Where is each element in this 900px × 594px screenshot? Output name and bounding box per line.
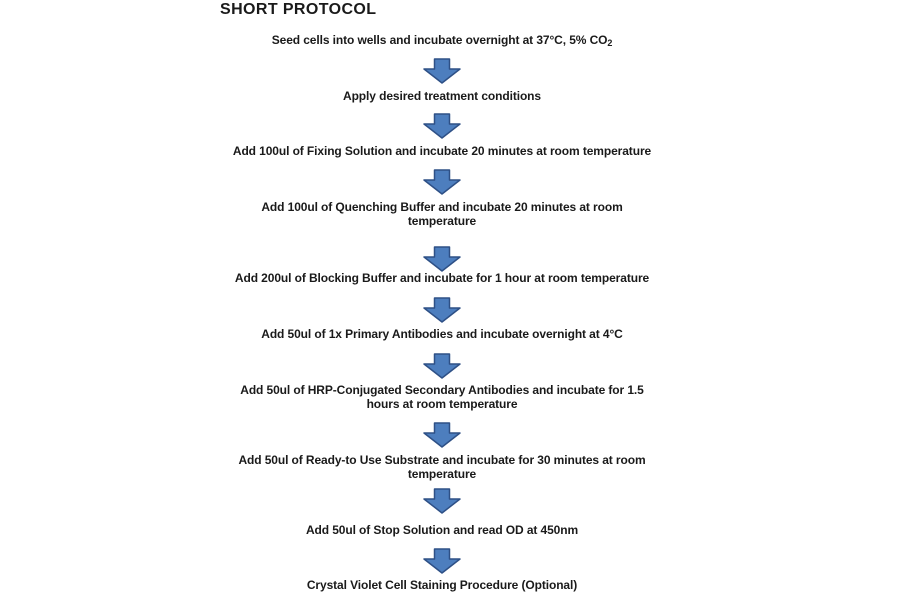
down-arrow-icon — [0, 488, 884, 514]
step-2-text: Apply desired treatment conditions — [343, 89, 541, 103]
step-9-text: Add 50ul of Stop Solution and read OD at 450nm — [305, 523, 579, 537]
step-4 — [0, 200, 884, 228]
step-1 — [0, 33, 884, 48]
step-6-text: Add 50ul of 1x Primary Antibodies and incubate overnight at 4°C — [261, 327, 623, 341]
down-arrow-icon — [0, 58, 884, 84]
step-3 — [0, 144, 884, 158]
step-1-text: Seed cells into wells and incubate overnight at 37°C, 5% $CO_2$ — [271, 33, 613, 48]
co2-subscript: 2 — [607, 38, 613, 48]
step-10 — [0, 578, 884, 592]
step-5-text: Add 200ul of Blocking Buffer and incubate for 1 hour at room temperature — [234, 271, 650, 285]
step-10-text: Crystal Violet Cell Staining Procedure (Optional) — [306, 578, 578, 592]
step-8-text-line-2: temperature — [407, 467, 477, 481]
step-9 — [0, 523, 884, 537]
step-7 — [0, 383, 884, 411]
down-arrow-icon — [0, 246, 884, 272]
step-7-text-line-1: Add 50ul of HRP-Conjugated Secondary Antibodies and incubate for 1.5 — [240, 383, 644, 397]
down-arrow-icon — [0, 297, 884, 323]
step-2 — [0, 89, 884, 103]
step-5 — [0, 271, 884, 285]
step-4-text-line-1: Add 100ul of Quenching Buffer and incubate 20 minutes at room — [261, 200, 623, 214]
step-3-text: Add 100ul of Fixing Solution and incubate 20 minutes at room temperature — [232, 144, 652, 158]
down-arrow-icon — [0, 422, 884, 448]
down-arrow-icon — [0, 548, 884, 574]
page-title: SHORT PROTOCOL — [220, 1, 377, 18]
step-4-text-line-2: temperature — [407, 214, 477, 228]
step-8 — [0, 453, 884, 481]
step-7-text-line-2: hours at room temperature — [366, 397, 518, 411]
down-arrow-icon — [0, 113, 884, 139]
step-6 — [0, 327, 884, 341]
down-arrow-icon — [0, 169, 884, 195]
down-arrow-icon — [0, 353, 884, 379]
step-8-text-line-1: Add 50ul of Ready-to Use Substrate and incubate for 30 minutes at room — [238, 453, 646, 467]
